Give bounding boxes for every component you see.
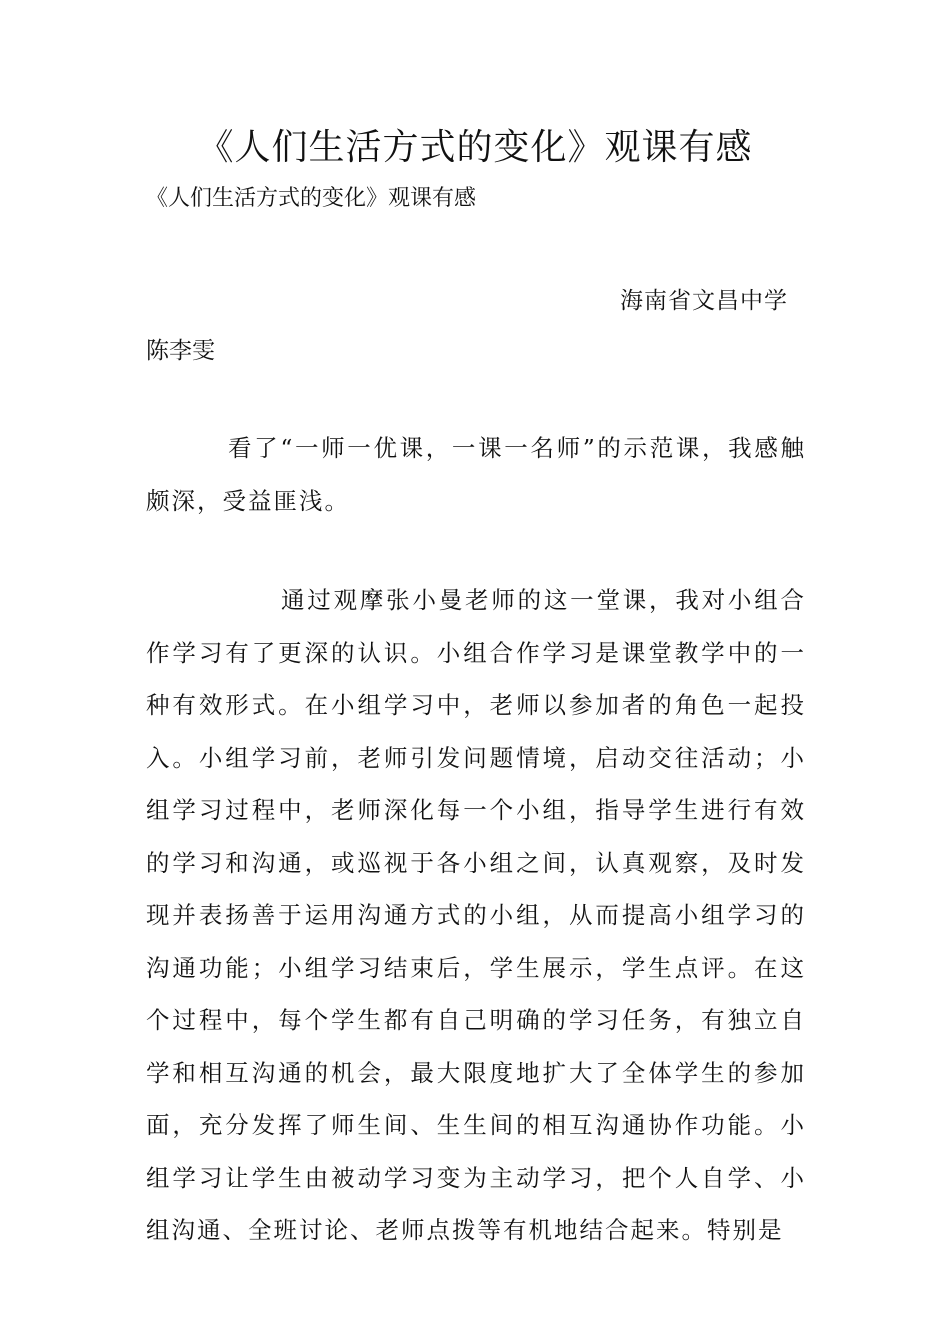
author-name: 陈李雯	[146, 338, 215, 364]
document-title: 《人们生活方式的变化》观课有感	[197, 127, 753, 168]
document-subtitle: 《人们生活方式的变化》观课有感	[146, 186, 477, 211]
school-name: 海南省文昌中学	[620, 288, 788, 314]
paragraph-2: 通过观摩张小曼老师的这一堂课，我对小组合作学习有了更深的认识。小组合作学习是课堂教学中的一种有效形式。在小组学习中，老师以参加者的角色一起投入。小组学习前，老师引发问题情境，启动交往活动；小组学习过程中，老师深化每一个小组，指导学生进行有效的学习和沟通，或巡视于各小组之间，认真观察，及时发现并表扬善于运用沟通方式的小组，从而提高小组学习的沟通功能；小组学习结束后，学生展示，学生点评。在这个过程中，每个学生都有自己明确的学习任务，有独立自学和相互沟通的机会，最大限度地扩大了全体学生的参加面，充分发挥了师生间、生生间的相互沟通协作功能。小组学习让学生由被动学习变为主动学习，把个人自学、小组沟通、全班讨论、老师点拨等有机地结合起来。特别是	[146, 586, 806, 1244]
paragraph-1: 看了“一师一优课，一课一名师”的示范课，我感触颇深，受益匪浅。	[146, 434, 806, 515]
